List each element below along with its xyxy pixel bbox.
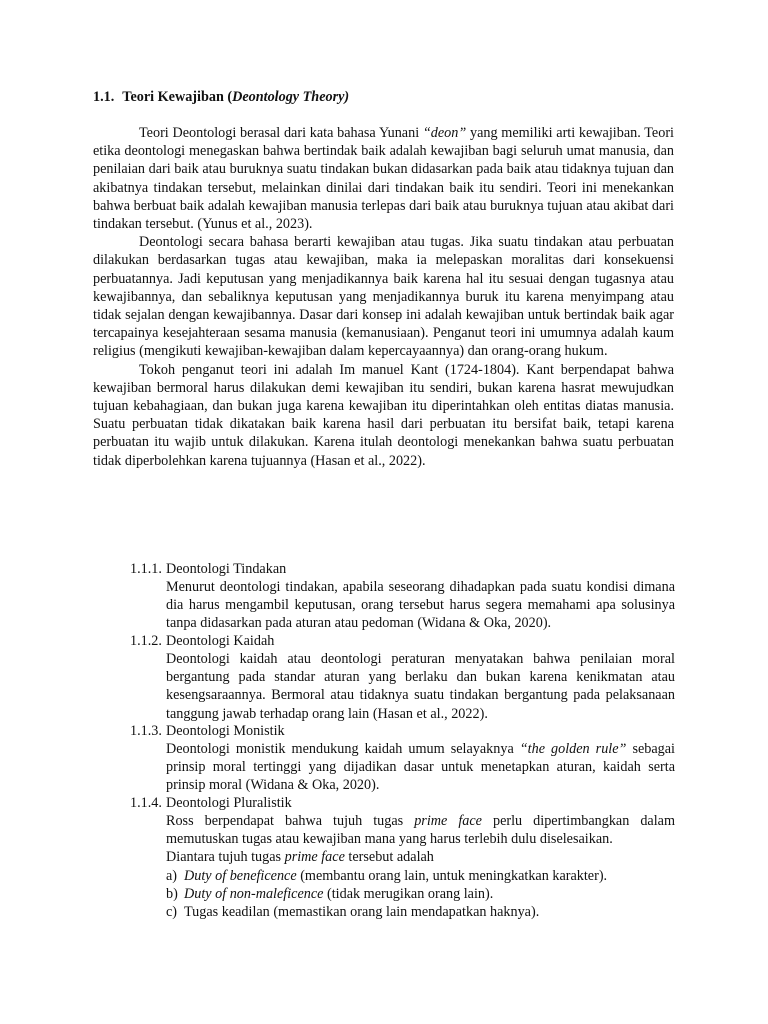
main-body (93, 124, 674, 470)
list-item-text: (membantu orang lain, untuk meningkatkan karakter). (296, 867, 608, 884)
paragraph-1-text-b: yang memiliki arti kewajiban. Teori etika deontologi menegaskan bahwa bertindak baik adalah kewajiban bagi seluruh umat manusia, dan penilaian dari baik atau buruknya suatu tindakan bukan didasarkan pada baik atau tidaknya tujuan dan akibatnya tindakan tersebut, melainkan dinilai dari tindakan baik itu sendiri. Teori ini menekankan bahwa berbuat baik adalah kewajiban manusia terlepas dari baik atau buruknya tujuan atau akibat dari tindakan tersebut. (Yunus et al., 2023). (93, 125, 674, 233)
subsection-heading (130, 794, 675, 812)
subsection-4 (130, 794, 675, 921)
subsection-number: 1.1.4. (130, 795, 162, 811)
subsection-number: 1.1.3. (130, 723, 162, 739)
intro-text-end: tersebut adalah (344, 849, 434, 866)
intro-italic: prime face (284, 849, 345, 866)
subsection-2 (130, 632, 675, 723)
subsection-number: 1.1.2. (130, 633, 162, 649)
subsection-body-paragraph (166, 812, 675, 848)
section-heading (93, 88, 693, 106)
list-marker: b) (166, 885, 178, 902)
subsection-body-italic: “the golden rule” (519, 741, 627, 757)
subsection-body-intro (166, 848, 675, 866)
list-item (166, 903, 675, 921)
section-number: 1.1. (93, 89, 115, 105)
list-marker: c) (166, 904, 178, 921)
subsection-number: 1.1.1. (130, 561, 162, 577)
subsection-heading (130, 560, 675, 578)
subsection-title: Deontologi Monistik (166, 723, 285, 739)
subsection-title: Deontologi Kaidah (166, 633, 275, 649)
subsection-body-text-b: perlu dipertimbangkan dalam memutuskan tugas atau kewajiban mana yang harus terlebih dulu diselesaikan. (166, 813, 676, 848)
subsection-body (166, 740, 675, 795)
paragraph-1-italic: “deon” (422, 125, 467, 141)
section-title: Teori Kewajiban ( (122, 89, 233, 105)
subsection-body-italic: prime face (414, 813, 482, 829)
list-item (166, 867, 675, 885)
list-item-italic: Duty of non-maleficence (184, 885, 324, 902)
list-item (166, 885, 675, 903)
subsection-body-text-a: Ross berpendapat bahwa tujuh tugas (166, 813, 415, 829)
subsection-body: Menurut deontologi tindakan, apabila seseorang dihadapkan pada suatu kondisi dimana dia harus mengambil keputusan, orang tersebut harus segera memahami apa solusinya tanpa didasarkan pada aturan atau pedoman (Widana & Oka, 2020). (166, 579, 675, 632)
list-item-text: (tidak merugikan orang lain). (323, 885, 494, 902)
subsection-title: Deontologi Tindakan (166, 561, 287, 577)
subsection-heading (130, 722, 675, 740)
paragraph-1-text-a: Teori Deontologi berasal dari kata bahasa Yunani (139, 125, 423, 141)
subsection-body: Deontologi kaidah atau deontologi peraturan menyatakan bahwa penilaian moral bergantung pada standar aturan yang berlaku dan bukan karena kenikmatan atau kesengsaraannya. Bermoral atau tidaknya suatu tindakan bergantung pada pelaksanaan tanggung jawab terhadap orang lain (Hasan et al., 2022). (166, 651, 675, 722)
intro-text: Diantara tujuh tugas (166, 849, 285, 866)
subsection-1 (130, 560, 675, 633)
subsection-heading (130, 632, 675, 650)
list-item-text: Tugas keadilan (memastikan orang lain mendapatkan haknya). (184, 904, 540, 921)
paragraph-1 (93, 124, 674, 233)
paragraph-2: Deontologi secara bahasa berarti kewajiban atau tugas. Jika suatu tindakan atau perbuatan dilakukan berdasarkan tugas atau kewajiban, maka ia melepaskan moralitas dari konsekuensi perbuatannya. Jadi keputusan yang menjadikannya baik karena hal itu sesuai dengan tugasnya atau kewajibannya, dan sebaliknya keputusan yang menjadikannya buruk itu karena menyimpang atau tidak sejalan dengan kewajibannya. Dasar dari konsep ini adalah kewajiban untuk bertindak baik agar tercapainya kesejahteraan sesama manusia (kemanusiaan). Penganut teori ini umumnya adalah kaum religius (mengikuti kewajiban-kewajiban dalam kepercayaannya) dan orang-orang hukum. (93, 234, 674, 360)
subsection-title: Deontologi Pluralistik (166, 795, 292, 811)
subsection-body-text-a: Deontologi monistik mendukung kaidah umum selayaknya (166, 741, 520, 757)
list-item-italic: Duty of beneficence (184, 867, 297, 884)
section-title-italic: Deontology Theory) (232, 89, 350, 105)
paragraph-3: Tokoh penganut teori ini adalah Im manuel Kant (1724-1804). Kant berpendapat bahwa kewajiban bermoral harus dilakukan demi kewajiban itu sendiri, bukan karena hasrat mewujudkan tujuan kebahagiaan, dan bukan juga karena kewajiban itu diperintahkan oleh entitas diatas manusia. Suatu perbuatan tidak dikatakan baik karena hasil dari perbuatan itu bersifat baik, tetapi karena perbuatan itu wajib untuk dilakukan. Karena itulah deontologi menekankan bahwa suatu perbuatan tidak diperbolehkan karena tujuannya (Hasan et al., 2022). (93, 361, 674, 469)
subsection-body-text-b: sebagai prinsip moral tertinggi yang dijadikan dasar untuk menetapkan aturan, kaidah serta prinsip moral (Widana & Oka, 2020). (166, 741, 675, 794)
subsection-body (166, 812, 675, 921)
subsection-3 (130, 722, 675, 795)
list-marker: a) (166, 867, 178, 884)
